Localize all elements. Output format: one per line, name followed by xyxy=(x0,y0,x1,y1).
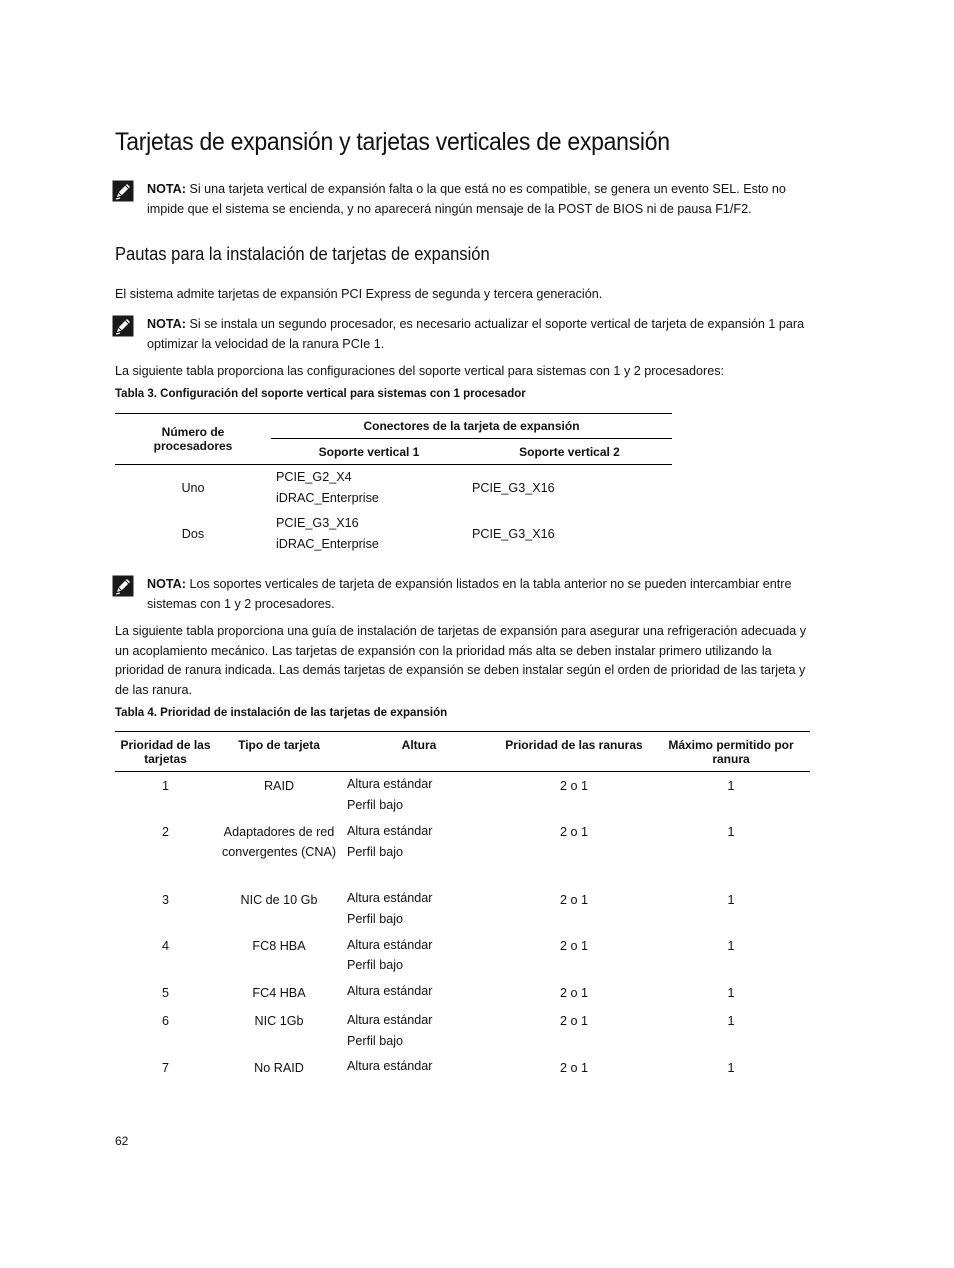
table4-cell-max: 1 xyxy=(727,825,735,839)
table4-cell-height: Altura estándar xyxy=(347,777,433,791)
table4-cell-slots: 2 o 1 xyxy=(559,893,588,907)
table4-cell-type: No RAID xyxy=(254,1061,304,1075)
table4-cell-max: 1 xyxy=(727,1061,735,1075)
note-pencil-icon xyxy=(112,180,134,202)
section-heading: Pautas para la instalación de tarjetas de expansión xyxy=(115,244,490,264)
note-label: NOTA: xyxy=(147,182,186,196)
table-rule xyxy=(115,464,672,465)
table4-header-max-per-slot: Máximo permitido por ranura xyxy=(668,738,794,766)
table4-cell-priority: 7 xyxy=(161,1061,169,1075)
table4-header-height: Altura xyxy=(401,738,437,752)
table4-header-card-type: Tipo de tarjeta xyxy=(238,738,320,752)
table3-cell-riser2: PCIE_G3_X16 xyxy=(472,481,555,495)
table4-cell-height: Altura estándar xyxy=(347,984,433,998)
note-text: Los soportes verticales de tarjeta de expansión listados en la tabla anterior no se pueden intercambiar entre sistemas con 1 y 2 procesadores. xyxy=(147,577,792,611)
table4-cell-height: Altura estándar xyxy=(347,938,433,952)
table4-cell-slots: 2 o 1 xyxy=(559,1061,588,1075)
table4-caption: Tabla 4. Prioridad de instalación de las tarjetas de expansión xyxy=(115,707,448,719)
table4-cell-type: NIC de 10 Gb xyxy=(240,893,318,907)
table4-cell-type: FC4 HBA xyxy=(252,986,306,1000)
table-rule xyxy=(115,413,672,414)
paragraph-installation-guide: La siguiente tabla proporciona una guía de instalación de tarjetas de expansión para asegurar una refrigeración adecuada y un acoplamiento mecánico. Las tarjetas de expansión con la prioridad más alta se deben instalar primero utilizando la prioridad de ranura indicada. Las demás tarjetas de expansión se deben instalar según el orden de prioridad de las tarjeta y de las ranura. xyxy=(115,624,807,697)
table4-cell-type: FC8 HBA xyxy=(252,939,306,953)
table4-cell-height: Perfil bajo xyxy=(347,845,404,859)
table4-cell-max: 1 xyxy=(727,893,735,907)
table3-header-riser1: Soporte vertical 1 xyxy=(318,445,420,459)
table3-caption: Tabla 3. Configuración del soporte vertical para sistemas con 1 procesador xyxy=(115,388,526,400)
table4-cell-type: RAID xyxy=(263,779,295,793)
table3-cell-riser2: PCIE_G3_X16 xyxy=(472,527,555,541)
table4-cell-max: 1 xyxy=(727,939,735,953)
table-rule xyxy=(115,771,810,772)
paragraph-table3-intro: La siguiente tabla proporciona las configuraciones del soporte vertical para sistemas con 1 y 2 procesadores: xyxy=(115,364,725,378)
table4-cell-type: NIC 1Gb xyxy=(254,1014,304,1028)
table4-cell-height: Perfil bajo xyxy=(347,1034,404,1048)
table-rule xyxy=(115,731,810,732)
note-text: Si se instala un segundo procesador, es necesario actualizar el soporte vertical de tarjeta de expansión 1 para optimizar la velocidad de la ranura PCIe 1. xyxy=(147,317,805,351)
table3-header-processors: Número de procesadores xyxy=(153,425,233,453)
table4-cell-height: Altura estándar xyxy=(347,824,433,838)
note-label: NOTA: xyxy=(147,577,186,591)
table4-cell-priority: 1 xyxy=(161,779,169,793)
paragraph-pci-support: El sistema admite tarjetas de expansión PCI Express de segunda y tercera generación. xyxy=(115,287,603,301)
table4-cell-priority: 3 xyxy=(161,893,169,907)
table-rule xyxy=(271,438,672,439)
table3-cell-riser1: iDRAC_Enterprise xyxy=(276,537,379,551)
table4-cell-priority: 4 xyxy=(161,939,169,953)
note-pencil-icon xyxy=(112,315,134,337)
table4-cell-type: Adaptadores de red convergentes (CNA) xyxy=(221,825,337,859)
table4-cell-slots: 2 o 1 xyxy=(559,1014,588,1028)
note-text: Si una tarjeta vertical de expansión falta o la que está no es compatible, se genera un evento SEL. Esto no impide que el sistema se encienda, y no aparecerá ningún mensaje de la POST de BIOS ni de pausa F1/F2. xyxy=(147,182,786,216)
note-label: NOTA: xyxy=(147,317,186,331)
table3-cell-processors: Uno xyxy=(181,481,205,495)
table4-cell-slots: 2 o 1 xyxy=(559,779,588,793)
table4-cell-slots: 2 o 1 xyxy=(559,986,588,1000)
table4-cell-height: Altura estándar xyxy=(347,891,433,905)
table4-cell-height: Perfil bajo xyxy=(347,798,404,812)
table4-header-slot-priority: Prioridad de las ranuras xyxy=(505,738,643,752)
table3-header-connectors: Conectores de la tarjeta de expansión xyxy=(363,419,580,433)
table4-cell-priority: 5 xyxy=(161,986,169,1000)
note-pencil-icon xyxy=(112,575,134,597)
table3-cell-riser1: PCIE_G3_X16 xyxy=(276,516,359,530)
table4-cell-slots: 2 o 1 xyxy=(559,939,588,953)
table4-cell-max: 1 xyxy=(727,779,735,793)
table4-cell-priority: 6 xyxy=(161,1014,169,1028)
table4-cell-height: Altura estándar xyxy=(347,1059,433,1073)
table4-header-card-priority: Prioridad de las tarjetas xyxy=(120,738,211,766)
table4-cell-max: 1 xyxy=(727,1014,735,1028)
table3-cell-processors: Dos xyxy=(181,527,205,541)
table4-cell-max: 1 xyxy=(727,986,735,1000)
table3-header-riser2: Soporte vertical 2 xyxy=(519,445,620,459)
page-title: Tarjetas de expansión y tarjetas verticales de expansión xyxy=(115,128,670,156)
table3-cell-riser1: iDRAC_Enterprise xyxy=(276,491,379,505)
table4-cell-height: Altura estándar xyxy=(347,1013,433,1027)
table4-cell-height: Perfil bajo xyxy=(347,958,404,972)
page-number: 62 xyxy=(115,1134,129,1148)
table4-cell-priority: 2 xyxy=(161,825,169,839)
table4-cell-height: Perfil bajo xyxy=(347,912,404,926)
table4-cell-slots: 2 o 1 xyxy=(559,825,588,839)
table3-cell-riser1: PCIE_G2_X4 xyxy=(276,470,352,484)
